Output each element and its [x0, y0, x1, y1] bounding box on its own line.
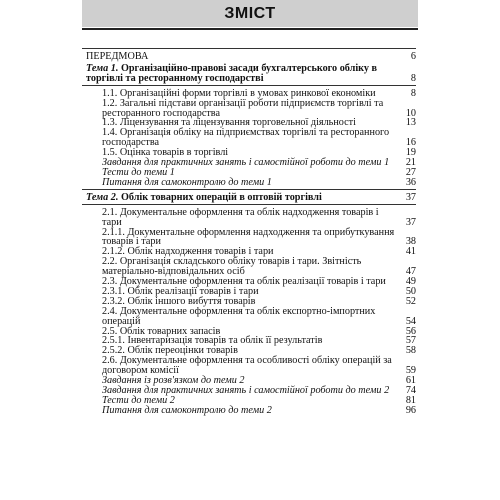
toc-page-number: 81 — [405, 394, 416, 406]
toc-entry-title: Тести до теми 2 — [102, 394, 175, 406]
toc-entry-title: 1.1. Організаційні форми торгівлі в умовах ринкової економіки — [102, 87, 376, 99]
table-of-contents — [82, 48, 416, 416]
toc-entry — [82, 307, 416, 327]
toc-page-number: 96 — [405, 404, 416, 416]
toc-theme-title: Облік товарних операцій в оптовій торгівлі — [118, 191, 322, 203]
toc-entry-title: 2.3. Документальне оформлення та облік реалізації товарів і тари — [102, 276, 386, 288]
toc-page-number: 57 — [405, 335, 416, 347]
toc-entry-title: Питання для самоконтролю до теми 1 — [102, 176, 272, 188]
toc-theme-label: Тема 1. — [86, 62, 119, 74]
toc-entry — [82, 52, 416, 62]
toc-entry — [82, 128, 416, 148]
toc-entry-title: 2.2. Організація складського обліку товарів і тари. Звітність матеріально-відповідальних осіб — [102, 256, 362, 278]
toc-page-number: 38 — [405, 236, 416, 248]
toc-entry — [82, 406, 416, 416]
toc-entry — [82, 257, 416, 277]
toc-entry — [82, 356, 416, 376]
toc-entry-title: 2.1.1. Документальне оформлення надходження та оприбуткування товарів і тари — [102, 226, 395, 248]
toc-entry-title: 2.1.2. Облік надходження товарів і тари — [102, 246, 274, 258]
toc-entry-title — [82, 193, 402, 203]
title-rule — [82, 28, 418, 30]
toc-page-number: 52 — [405, 295, 416, 307]
toc-page-number: 8 — [410, 72, 416, 84]
toc-page-number: 54 — [405, 315, 416, 327]
toc-entry — [82, 228, 416, 248]
toc-page-number: 37 — [405, 216, 416, 228]
toc-entry — [82, 208, 416, 228]
toc-page-number: 61 — [405, 375, 416, 387]
toc-theme-label: Тема 2. — [86, 191, 119, 203]
toc-page-number: 19 — [405, 147, 416, 159]
toc-entry-title: 2.4. Документальне оформлення та облік експортно-імпортних операцій — [102, 305, 376, 327]
toc-entry-title — [82, 64, 402, 84]
toc-entry-title: 1.3. Ліцензування та ліцензування торговельної діяльності — [102, 117, 356, 129]
toc-entry-title: Завдання для практичних занять і самостійної роботи до теми 2 — [102, 385, 390, 396]
toc-page-number: 27 — [405, 166, 416, 178]
toc-page-number: 47 — [405, 266, 416, 278]
toc-entry — [82, 99, 416, 119]
page-title: ЗМІСТ — [224, 4, 276, 22]
toc-entry-title: Завдання для практичних занять і самостійної роботи до теми 1 — [102, 157, 390, 169]
toc-page-number: 37 — [405, 191, 416, 203]
toc-entry-title: 1.5. Оцінка товарів в торгівлі — [102, 147, 229, 159]
toc-entry-title: 1.2. Загальні підстави організації роботи підприємств торгівлі та ресторанного господарства — [102, 97, 384, 119]
toc-theme-title: Організаційно-правові засади бухгалтерського обліку в торгівлі та ресторанному господарстві — [86, 62, 378, 84]
toc-page-number: 41 — [405, 246, 416, 258]
toc-page-number: 74 — [405, 385, 416, 396]
toc-page-number: 13 — [405, 117, 416, 129]
toc-page-number: 58 — [405, 345, 416, 357]
toc-page-number: 16 — [405, 137, 416, 149]
toc-entry-title: 1.4. Організація обліку на підприємствах торгівлі та ресторанного господарства — [102, 127, 390, 149]
toc-page-number: 56 — [405, 325, 416, 337]
toc-entry-title: 2.5.2. Облік переоцінки товарів — [102, 345, 238, 357]
toc-theme-entry — [82, 64, 416, 86]
toc-entry-title: 2.6. Документальне оформлення та особливості обліку операцій за договором комісії — [102, 355, 392, 377]
header-bar — [82, 0, 418, 27]
toc-page-number: 21 — [405, 157, 416, 169]
toc-top-rule — [82, 48, 416, 49]
toc-theme-entry — [82, 193, 416, 205]
toc-entry-title: Завдання із розв'язком до теми 2 — [102, 375, 245, 387]
toc-entry-title: 2.1. Документальне оформлення та облік надходження товарів і тари — [102, 206, 379, 228]
toc-entry-title: 2.5. Облік товарних запасів — [102, 325, 221, 337]
toc-page-number: 10 — [405, 107, 416, 119]
toc-entry-title: 2.3.1. Облік реалізації товарів і тари — [102, 285, 259, 297]
toc-entry-title: 2.3.2. Облік іншого вибуття товарів — [102, 295, 256, 307]
toc-page-number: 6 — [410, 51, 416, 62]
toc-entry-title: 2.5.1. Інвентаризація товарів та облік її результатів — [102, 335, 323, 347]
toc-entry-title: Тести до теми 1 — [102, 166, 175, 178]
toc-entry — [82, 178, 416, 190]
toc-page-number: 8 — [410, 87, 416, 99]
toc-page-number: 36 — [405, 176, 416, 188]
toc-page-number: 49 — [405, 276, 416, 288]
toc-page-number: 50 — [405, 285, 416, 297]
toc-entry-title: ПЕРЕДМОВА — [86, 51, 149, 62]
toc-entry-title: Питання для самоконтролю до теми 2 — [102, 404, 272, 416]
toc-page-number: 59 — [405, 365, 416, 377]
